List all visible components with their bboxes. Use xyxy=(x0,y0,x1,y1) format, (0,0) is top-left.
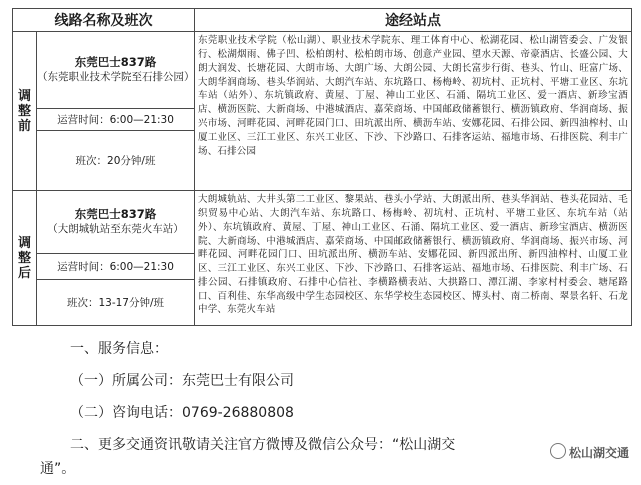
phone-line: （二）咨询电话：0769-26880808 xyxy=(70,405,294,421)
route-endpoints: （东莞职业技术学院至石排公园） xyxy=(37,71,195,84)
header-route-name: 线路名称及班次 xyxy=(13,9,195,32)
watermark: 松山湖交通 xyxy=(550,443,629,461)
route-name-cell-before xyxy=(37,32,195,108)
side-label-before: 调 整 前 xyxy=(13,32,37,191)
follow-line: 二、更多交通资讯敬请关注官方微博及微信公众号：“松山湖交 xyxy=(70,437,456,453)
route-name: 东莞巴士837路 xyxy=(74,55,157,70)
wechat-icon xyxy=(550,443,566,459)
interval-before: 班次：20分钟/班 xyxy=(37,130,195,190)
operating-hours-after: 运营时间：6:00—21:30 xyxy=(37,253,195,279)
header-stops: 途经站点 xyxy=(195,9,632,32)
stops-before: 东莞职业技术学院（松山湖）、职业技术学院东、理工体育中心、松湖花园、松山湖管委会、广发银行、松湖烟雨、佛子凹、松柏朗村、松柏朗市场、创意产业园、望水天源、帝豪酒店、长盛公园、大朗大润发、长塘花园、大朗市场、大朗广场、大朗公园、大朗长富步行街、巷头、竹山、旺富广场、大朗华润商场、巷头华润站、大朗汽车站、东坑路口、杨梅岭、初坑村、正坑村、平塘工业区、东坑车站（站外）、东坑镇政府、黄屋、丁屋、神山工业区、石涌、隔坑工业区、爱一酒店、新珍宝酒店、横沥医院、大新商场、中港城酒店、嘉荣商场、中国邮政储蓄银行、横沥镇政府、华润商场、振兴市场、河畔花园、河畔花园门口、田坑派出所、横沥车站、安娜花园、石排公园、新四油榨村、山厦工业区、三江工业区、东兴工业区、下沙、下沙路口、石排客运站、福地市场、石排医院、利丰广场、石排公园 xyxy=(195,32,632,191)
follow-line-cont: 通”。 xyxy=(40,461,76,477)
interval-after: 班次：13-17分钟/班 xyxy=(37,279,195,325)
stops-after: 大朗城轨站、大井头第二工业区、黎果站、巷头小学站、大朗派出所、巷头华润站、巷头花园站、毛织贸易中心站、大朗汽车站、东坑路口、杨梅岭、初坑村、正坑村、平塘工业区、东坑车站（站外）、东坑镇政府、黄屋、丁屋、神山工业区、石涌、隔坑工业区、爱一酒店、新珍宝酒店、横沥医院、大新商场、中港城酒店、嘉荣商场、中国邮政储蓄银行、横沥镇政府、华润商场、振兴市场、河畔花园、河畔花园门口、田坑派出所、横沥车站、安娜花园、新四派出所、新四油榨村、山厦工业区、三江工业区、东兴工业区、下沙、下沙路口、石排客运站、福地市场、石排医院、利丰广场、石排公园、石排镇政府、石排中心信社、李横路横表站、大拱路口、潭江湖、李家村村委会、塘尾路口、百利佳、东华高级中学生态园校区、东华学校生态园校区、博头村、南二桥南、翠景名轩、石龙中学、东莞火车站 xyxy=(195,191,632,326)
route-name-cell-after xyxy=(37,191,195,253)
route-name: 东莞巴士837路 xyxy=(74,207,157,222)
operating-hours-before: 运营时间：6:00—21:30 xyxy=(37,108,195,130)
section-service-info: 一、服务信息： xyxy=(70,341,168,357)
company-line: （一）所属公司：东莞巴士有限公司 xyxy=(70,373,294,389)
side-label-after: 调 整 后 xyxy=(13,191,37,326)
route-adjustment-table xyxy=(12,8,632,326)
table-header-row xyxy=(13,9,632,32)
route-endpoints: （大朗城轨站至东莞火车站） xyxy=(47,223,184,236)
